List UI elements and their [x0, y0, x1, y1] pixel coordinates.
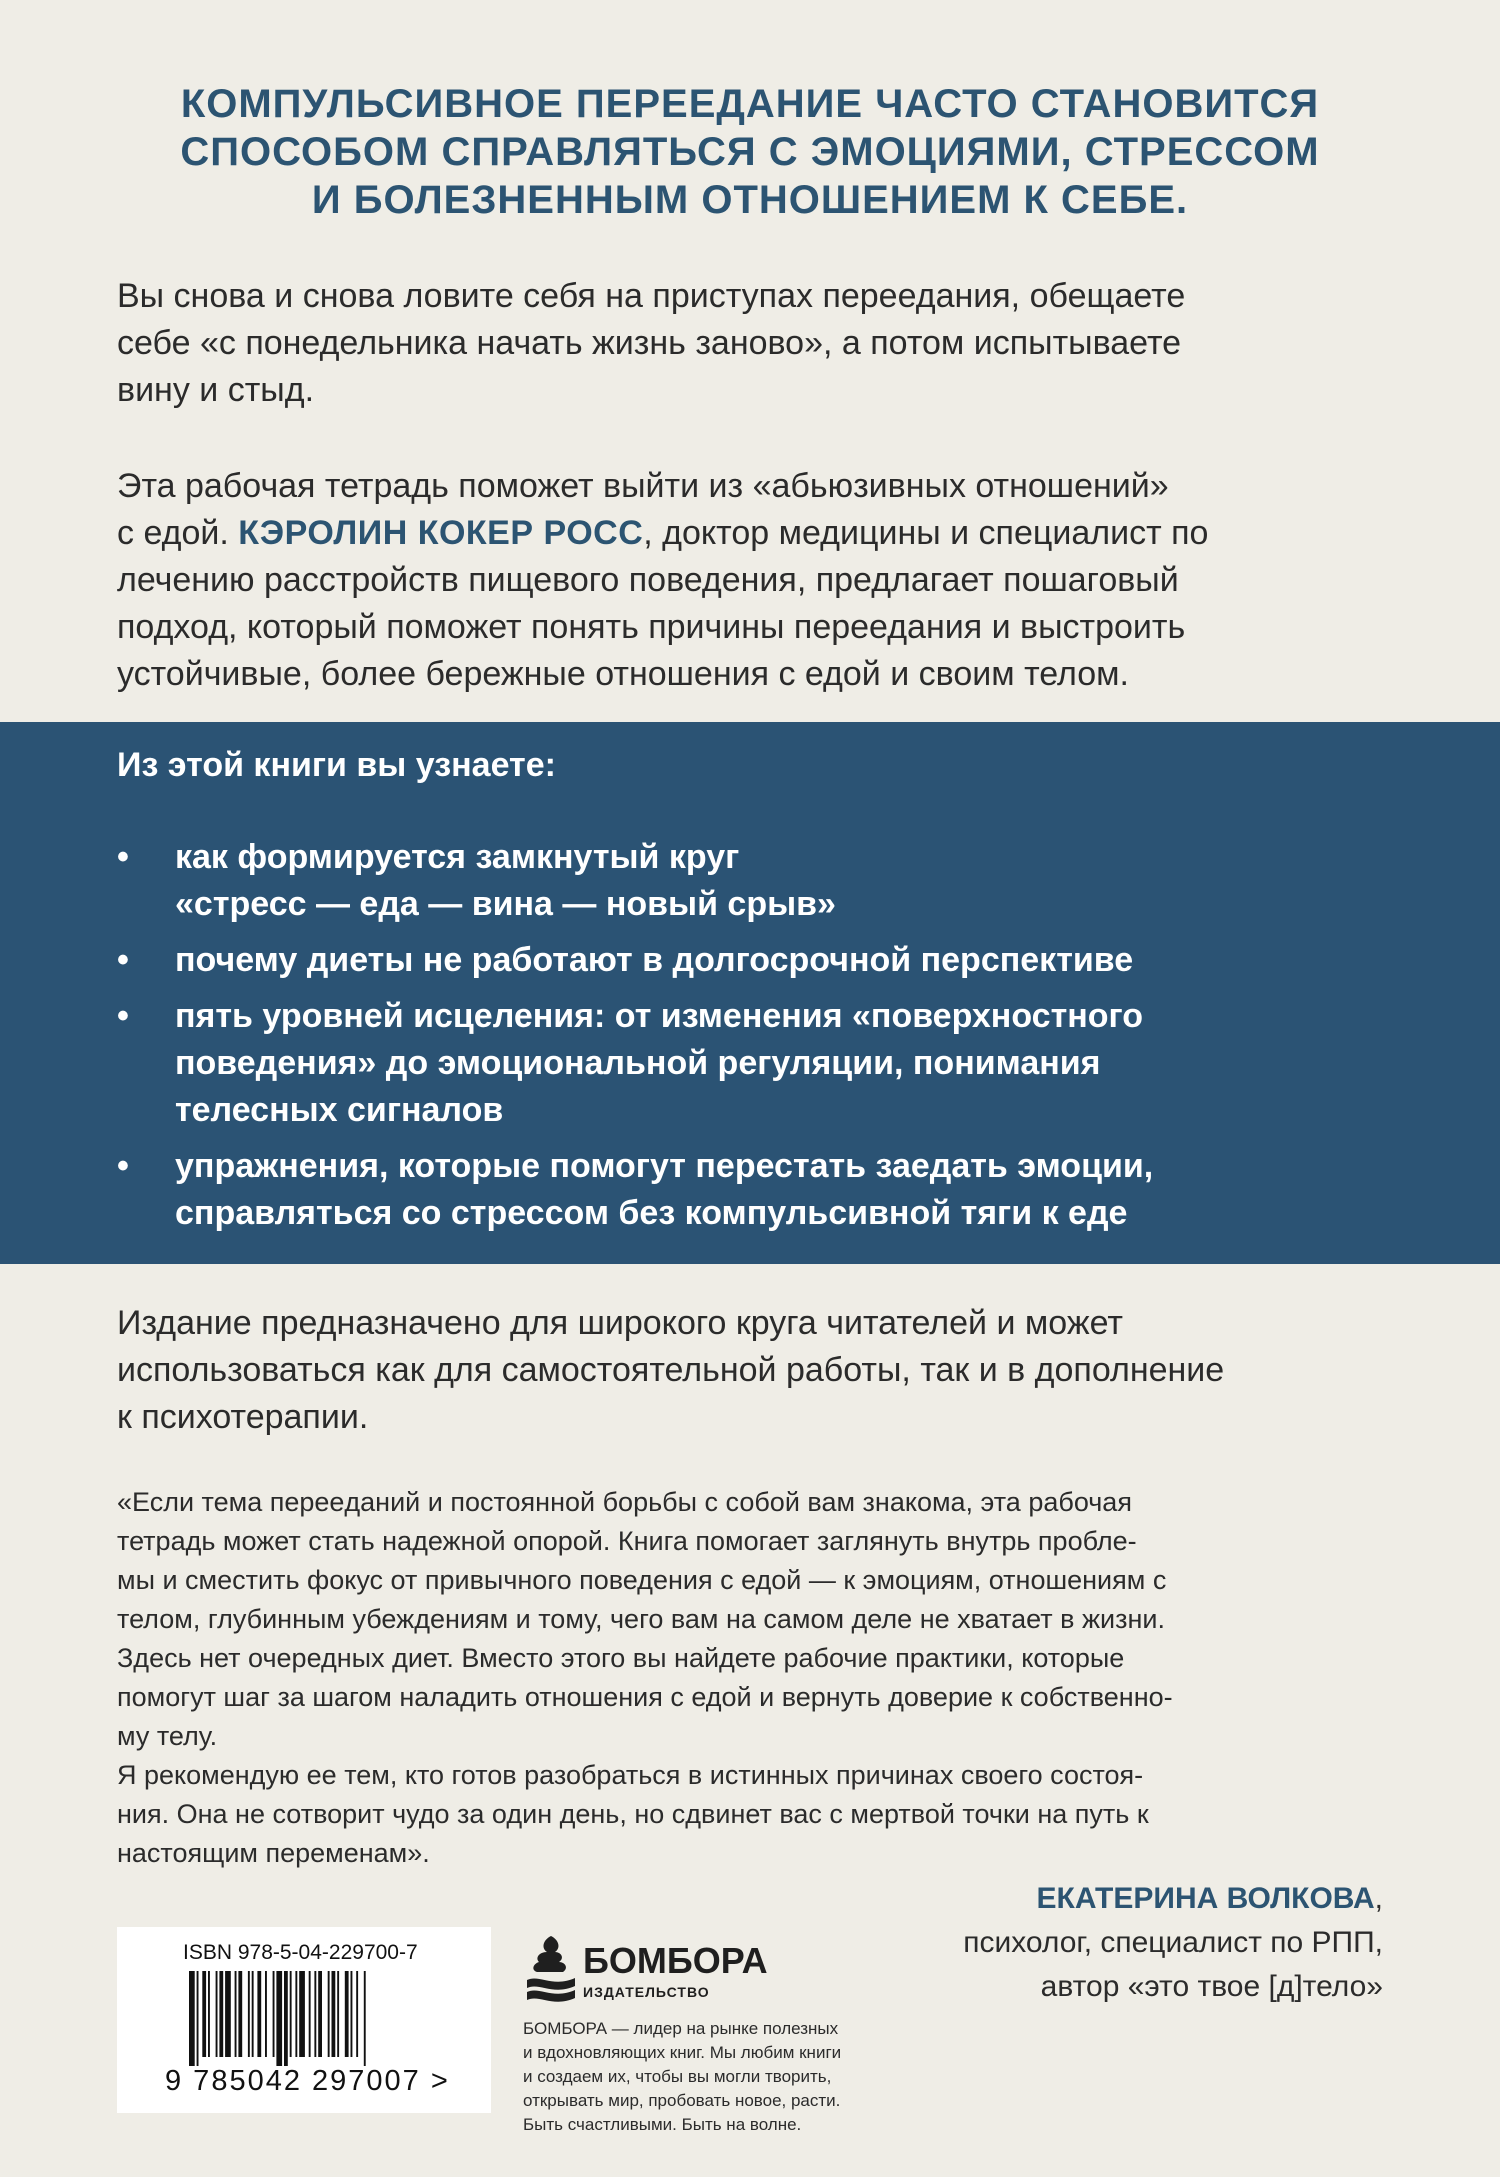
learn-item-line: пять уровней исцеления: от изменения «поверхностного — [175, 997, 1144, 1035]
about-line: устойчивые, более бережные отношения с едой и своим телом. — [117, 655, 1129, 693]
publisher-logo — [523, 1932, 768, 2015]
intro-line: Вы снова и снова ловите себя на приступах переедания, обещаете — [117, 277, 1186, 315]
headline — [100, 80, 1400, 224]
about-line: Эта рабочая тетрадь поможет выйти из «абьюзивных отношений» — [117, 467, 1169, 505]
about-paragraph — [117, 463, 1397, 698]
about-text: , доктор медицины и специалист по — [643, 514, 1209, 552]
quote-line: тетрадь может стать надежной опорой. Книга помогает заглянуть внутрь пробле- — [117, 1526, 1137, 1556]
quote-line: мы и сместить фокус от привычного поведения с едой — к эмоциям, отношениям с — [117, 1565, 1167, 1595]
bullet-icon: • — [117, 941, 129, 979]
about-line — [117, 510, 1397, 557]
publisher-blurb — [523, 2017, 841, 2137]
headline-line: КОМПУЛЬСИВНОЕ ПЕРЕЕДАНИЕ ЧАСТО СТАНОВИТСЯ — [180, 82, 1320, 126]
publisher-name: БОМБОРА — [583, 1940, 768, 1981]
bombora-wave-icon — [523, 1932, 579, 2010]
publisher-sub: ИЗДАТЕЛЬСТВО — [583, 1984, 710, 2000]
headline-line: И БОЛЕЗНЕННЫМ ОТНОШЕНИЕМ К СЕБЕ. — [311, 178, 1189, 222]
learn-title: Из этой книги вы узнаете: — [117, 746, 556, 784]
audience-line: к психотерапии. — [117, 1398, 369, 1436]
learn-list — [117, 834, 1437, 1246]
learn-item — [117, 1143, 1437, 1237]
intro-line: вину и стыд. — [117, 371, 315, 409]
reviewer-role: психолог, специалист по РПП, — [963, 1926, 1383, 1959]
quote-line: ния. Она не сотворит чудо за один день, но сдвинет вас с мертвой точки на путь к — [117, 1799, 1149, 1829]
blurb-line: и вдохновляющих книг. Мы любим книги — [523, 2043, 842, 2062]
isbn-barcode — [117, 1927, 491, 2113]
quote-line: му телу. — [117, 1721, 218, 1751]
audience-line: Издание предназначено для широкого круга читателей и может — [117, 1304, 1123, 1342]
learn-item-line: как формируется замкнутый круг — [175, 838, 740, 876]
about-line: лечению расстройств пищевого поведения, предлагает пошаговый — [117, 561, 1179, 599]
quote-line: «Если тема переeданий и постоянной борьбы с собой вам знакома, эта рабочая — [117, 1487, 1132, 1517]
barcode-icon — [187, 1971, 427, 2066]
barcode-number: 9 785042 297007 > — [165, 2065, 450, 2097]
quote-line: помогут шаг за шагом наладить отношения с едой и вернуть доверие к собственно- — [117, 1682, 1173, 1712]
bullet-icon: • — [117, 1147, 129, 1185]
intro-paragraph — [117, 273, 1397, 414]
quote-attribution — [963, 1877, 1383, 2009]
learn-item-line: справляться со стрессом без компульсивной тяги к еде — [175, 1194, 1128, 1232]
bullet-icon: • — [117, 997, 129, 1035]
learn-item-line: упражнения, которые помогут перестать заедать эмоции, — [175, 1147, 1154, 1185]
attribution-comma: , — [1374, 1882, 1383, 1915]
review-quote — [117, 1483, 1417, 1873]
learn-item-line: телесных сигналов — [175, 1091, 504, 1129]
about-line: подход, который поможет понять причины переедания и выстроить — [117, 608, 1186, 646]
bullet-icon: • — [117, 838, 129, 876]
attribution-name-line — [963, 1877, 1383, 1921]
reviewer-book: автор «это твое [д]тело» — [1040, 1970, 1383, 2003]
learn-band — [0, 722, 1500, 1264]
learn-item-line: почему диеты не работают в долгосрочной перспективе — [175, 941, 1134, 979]
blurb-line: Быть счастливыми. Быть на волне. — [523, 2115, 802, 2134]
intro-line: себе «с понедельника начать жизнь заново», а потом испытываете — [117, 324, 1182, 362]
reviewer-name: ЕКАТЕРИНА ВОЛКОВА — [1036, 1882, 1375, 1915]
learn-item-line: «стресс — еда — вина — новый срыв» — [175, 885, 836, 923]
blurb-line: БОМБОРА — лидер на рынке полезных — [523, 2019, 839, 2038]
audience-line: использоваться как для самостоятельной работы, так и в дополнение — [117, 1351, 1225, 1389]
quote-line: настоящим переменам». — [117, 1838, 430, 1868]
learn-item — [117, 834, 1437, 928]
isbn-label: ISBN 978-5-04-229700-7 — [183, 1941, 418, 1964]
quote-line: Здесь нет очередных диет. Вместо этого вы найдете рабочие практики, которые — [117, 1643, 1125, 1673]
about-text: с едой. — [117, 514, 239, 552]
blurb-line: и создаем их, чтобы вы могли творить, — [523, 2067, 832, 2086]
author-name: КЭРОЛИН КОКЕР РОСС — [238, 514, 644, 552]
headline-line: СПОСОБОМ СПРАВЛЯТЬСЯ С ЭМОЦИЯМИ, СТРЕССОМ — [180, 130, 1320, 174]
blurb-line: открывать мир, пробовать новое, расти. — [523, 2091, 841, 2110]
learn-item — [117, 993, 1437, 1134]
learn-item-line: поведения» до эмоциональной регуляции, понимания — [175, 1044, 1101, 1082]
quote-line: телом, глубинным убеждениям и тому, чего вам на самом деле не хватает в жизни. — [117, 1604, 1166, 1634]
audience-paragraph — [117, 1300, 1397, 1441]
learn-item — [117, 937, 1437, 984]
quote-line: Я рекомендую ее тем, кто готов разобраться в истинных причинах своего состоя- — [117, 1760, 1144, 1790]
